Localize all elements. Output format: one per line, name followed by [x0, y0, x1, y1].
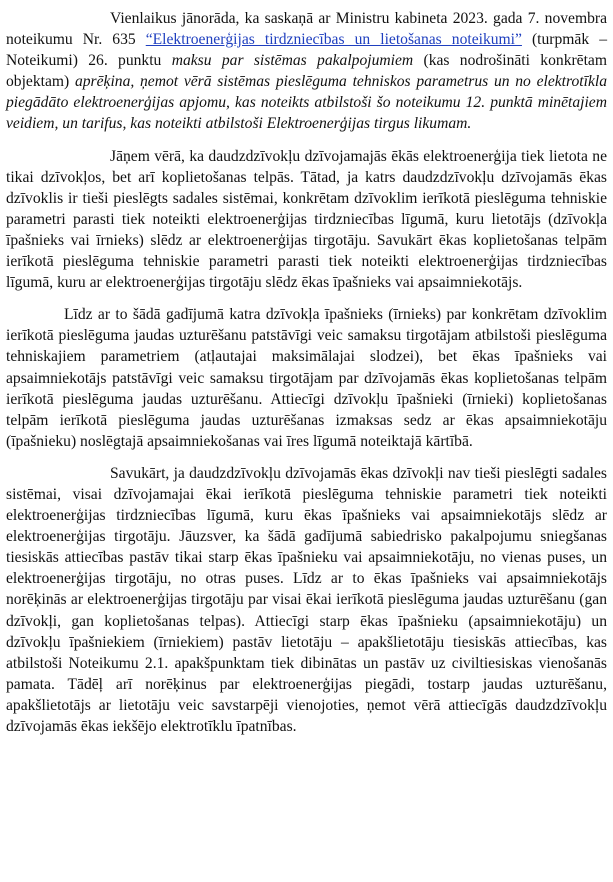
paragraph-1-note: (kas nodrošināti konkrētam objektam) — [6, 52, 607, 91]
paragraph-2: Jāņem vērā, ka daudzdzīvokļu dzīvojamajās ēkās elektroenerģija tiek lietota ne tikai dzīvokļos, bet arī koplietošanas telpās. Tātad, ja katrs daudzdzīvokļu dzīvojamās ēkas dzīvoklis ir tieši pieslēgts sadales sistēmai, konkrētam dzīvoklim ierīkotā pieslēguma tehniskie parametri parasti tiek noteikti elektroenerģijas tirdzniecības līgumā, kuru lietotājs (dzīvokļa īpašnieks vai īrnieks) slēdz ar elektroenerģijas tirgotāju. Savukārt ēkas koplietošanas telpām ierīkotā pieslēguma tehniskie parametri parasti tiek noteikti elektroenerģijas tirdzniecības līgumā, kuru ar elektroenerģijas tirgotāju slēdz ēkas īpašnieks vai apsaimniekotājs. — [6, 147, 607, 292]
paragraph-4: Savukārt, ja daudzdzīvokļu dzīvojamās ēkas dzīvokļi nav tieši pieslēgti sadales sistēmai, visai dzīvojamajai ēkai ierīkotā pieslēguma tehniskie parametri tiek noteikti elektroenerģijas tirdzniecības līgumā, kuru ēkas īpašnieks vai apsaimniekotājs slēdz ar elektroenerģijas tirgotāju. Jāuzsver, ka šādā gadījumā sabiedrisko pakalpojumu sniegšanas tiesiskās attiecības pastāv tikai starp ēkas īpašnieku vai apsaimniekotāju, no vienas puses, un elektroenerģijas tirgotāju, no otras puses. Līdz ar to ēkas īpašnieks vai apsaimniekotājs norēķinās ar elektroenerģijas tirgotāju par visai ēkai ierīkotā pieslēguma jaudas uzturēšanu (gan dzīvokļi, gan koplietošanas telpas). Attiecīgi starp ēkas īpašnieku (apsaimniekotāju) un dzīvokļu īpašniekiem (īrniekiem) pastāv lietotāju – apakšlietotāju tiesiskās attiecības, kas atbilstoši Noteikumu 2.1. apakšpunktam tiek dibinātas un pastāv uz civiltiesiskas vienošanās pamata. Tādēļ arī norēķinus par elektroenerģijas piegādi, tostarp jaudas uzturēšanu, apakšlietotājs ar lietotāju veic savstarpēji vienojoties, ņemot vērā attiecīgās daudzdzīvokļu dzīvojamās ēkas iekšējo elektrotīklu īpatnības. — [6, 464, 607, 735]
paragraph-1-intro: Vienlaikus jānorāda, ka saskaņā ar Ministru kabineta 2023. gada 7. novembra noteikumu Nr. 635 — [6, 10, 607, 49]
paragraph-1-quote-b: aprēķina, ņemot vērā sistēmas pieslēguma tehniskos parametrus un no elektrotīkla piegādāto elektroenerģijas apjomu, kas noteikts atbilstoši šo noteikumu 12. punktā minētajiem veidiem, un tarifus, kas noteikti atbilstoši Elektroenerģijas tirgus likumam. — [6, 73, 608, 133]
paragraph-1-quote-a: maksu par sistēmas pakalpojumiem — [171, 52, 414, 70]
regulations-link[interactable]: “Elektroenerģijas tirdzniecības un lietošanas noteikumi” — [145, 31, 522, 49]
paragraph-3: Līdz ar to šādā gadījumā katra dzīvokļa īpašnieks (īrnieks) par konkrētam dzīvoklim ierīkotā pieslēguma jaudas uzturēšanu patstāvīgi veic samaksu tirgotājam atbilstoši pieslēguma tehniskajiem parametriem (atļautajai maksimālajai slodzei), bet ēkas īpašnieks vai apsaimniekotājs patstāvīgi veic samaksu tirgotājam par dzīvojamās ēkas koplietošanas telpām ierīkotā pieslēguma jaudas uzturēšanu. Attiecīgi dzīvokļu īpašnieki (īrnieki) koplietošanas telpām ierīkotā pieslēguma jaudas uzturēšanas izmaksas sedz ar ēkas apsaimniekotāju (īpašnieku) noslēgtajā apsaimniekošanas vai īres līgumā noteiktajā kārtībā. — [6, 306, 607, 450]
paragraph-1-reference: (turpmāk – Noteikumi) 26. punktu — [6, 31, 607, 70]
paragraph-1 — [6, 8, 607, 135]
